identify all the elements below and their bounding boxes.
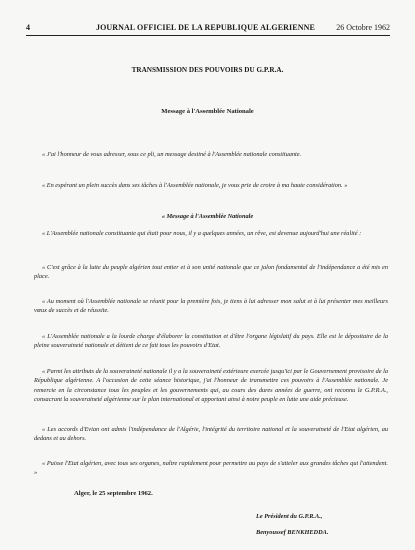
place-date: Alger, le 25 septembre 1962. bbox=[74, 490, 153, 497]
paragraph-text: « J'ai l'honneur de vous adresser, sous ce pli, un message destiné à l'Assemblée nationale constituante. bbox=[42, 151, 302, 158]
paragraph-text: « Les accords d'Evian ont admis l'indépendance de l'Algérie, l'intégrité du territoire national et la souveraineté de l'Etat algérien, au dedans et au dehors. bbox=[34, 426, 388, 443]
inner-heading: « Message à l'Assemblée Nationale bbox=[161, 213, 254, 220]
paragraph-text: « Puisse l'Etat algérien, avec tous ses organes, naître rapidement pour permettre au pays de s'atteler aux grandes tâches qui l'attendent. » bbox=[34, 460, 388, 477]
paragraph bbox=[34, 181, 388, 190]
document-subtitle: Message à l'Assemblée Nationale bbox=[161, 108, 254, 115]
paragraph-text: « Au moment où l'Assemblée nationale se réunit pour la première fois, je tiens à lui adresser mon salut et à lui présenter mes meilleurs vœux de succès et de réussite. bbox=[34, 298, 388, 315]
paragraph bbox=[34, 229, 388, 238]
paragraph bbox=[34, 263, 388, 282]
paragraph bbox=[34, 459, 388, 478]
page-header bbox=[26, 23, 390, 35]
paragraph-text: « En espérant un plein succès dans ses tâches à l'Assemblée nationale, je vous prie de croire à ma haute considération. » bbox=[42, 182, 348, 189]
paragraph-text: « C'est grâce à la lutte du peuple algérien tout entier et à son unité nationale que ce jalon fondamental de l'indépendance a été mis en place. bbox=[34, 264, 388, 281]
signature-role: Le Président du G.P.R.A., bbox=[256, 513, 323, 520]
paragraph bbox=[34, 332, 388, 351]
signature-name: Benyoussef BENKHEDDA. bbox=[256, 529, 329, 536]
paragraph-text: « L'Assemblée nationale constituante qui était pour nous, il y a quelques années, un rêve, est devenue aujourd'hui une réalité : bbox=[42, 230, 362, 237]
journal-title: JOURNAL OFFICIEL DE LA REPUBLIQUE ALGERIENNE bbox=[96, 23, 315, 32]
paragraph bbox=[34, 150, 388, 159]
paragraph bbox=[34, 367, 388, 404]
page-number: 4 bbox=[26, 23, 30, 32]
issue-date: 26 Octobre 1962 bbox=[336, 23, 390, 32]
paragraph bbox=[34, 297, 388, 316]
paragraph-text: « Parmi les attributs de la souveraineté nationale il y a la souveraineté extérieure exercée jusqu'ici par le Gouvernement provisoire de la République algérienne. A l'occasion de cette séance historique, j'ai l'honneur de transmettre ces pouvoirs à l'Assemblée nationale. Je remercie en la circonstance tous les peuples et les gouvernements qui, au cours des dures années de guerre, ont reconnu le G.P.R.A., consacrant la souveraineté algérienne sur le plan international et apportant ainsi à notre peuple en lutte une aide précieuse. bbox=[34, 368, 388, 403]
header-rule bbox=[26, 35, 390, 36]
paragraph-text: « L'Assemblée nationale a la lourde charge d'élaborer la constitution et d'être l'organe législatif du pays. Elle est le dépositaire de la pleine souveraineté nationale et détient de ce fait tous les pouvoirs d'Etat. bbox=[34, 333, 388, 350]
paragraph bbox=[34, 425, 388, 444]
document-title: TRANSMISSION DES POUVOIRS DU G.P.R.A. bbox=[131, 66, 284, 74]
